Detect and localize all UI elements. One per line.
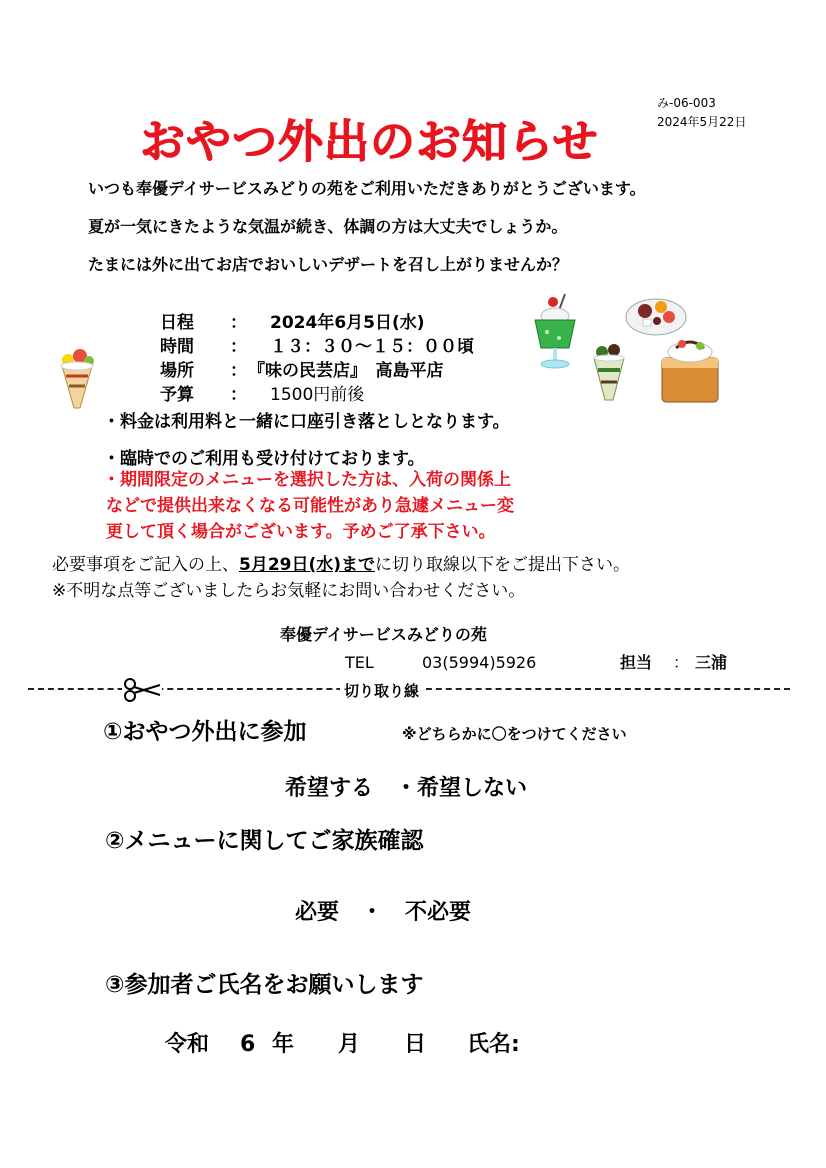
note-line: ・料金は利用料と一緒に口座引き落としとなります。 [103, 412, 510, 432]
deadline: 5月29日(水)まで [239, 555, 376, 575]
question-1-options[interactable]: 希望する ・希望しない [285, 776, 528, 801]
question-1-instruction: ※どちらかに〇をつけてください [402, 725, 627, 743]
schedule-label: 時間 [160, 337, 194, 357]
question-2: ②メニューに関してご家族確認 [105, 828, 424, 854]
honey-toast-icon [656, 332, 724, 406]
question-3: ③参加者ご氏名をお願いします [105, 972, 424, 998]
intro-line: 夏が一気にきたような気温が続き、体調の方は大丈夫でしょうか。 [88, 217, 568, 236]
schedule-value: 『味の民芸店』 高島平店 [248, 361, 444, 381]
schedule-sep: ： [230, 385, 247, 405]
schedule-value: １３：３０～１５：００頃 [270, 337, 474, 357]
schedule-sep: ： [230, 337, 247, 357]
staff-label: 担当 [620, 653, 653, 672]
warning-line: 更して頂く場合がございます。予めご了承下さい。 [106, 522, 496, 542]
request-text: に切り取線以下をご提出下さい。 [375, 555, 631, 575]
schedule-value: 2024年6月5日(水) [270, 313, 425, 333]
document-number: み-06-003 [657, 96, 716, 110]
name-label: 氏名: [467, 1032, 520, 1057]
note-line: ・臨時でのご利用も受け付けております。 [103, 449, 425, 469]
cut-line-label: 切り取り線 [340, 681, 423, 701]
schedule-sep: ： [230, 361, 247, 381]
submission-request [52, 553, 630, 577]
scissors-icon [122, 678, 162, 702]
parfait-icon [56, 342, 98, 410]
matcha-parfait-icon [590, 338, 628, 404]
schedule-label: 日程 [160, 313, 194, 333]
date-day-unit: 日 [404, 1032, 427, 1057]
date-month-unit: 月 [338, 1032, 361, 1057]
inquiry-note: ※不明な点等ございましたらお気軽にお問い合わせください。 [52, 581, 526, 601]
cream-soda-icon [527, 292, 585, 372]
date-era: 令和 [165, 1032, 210, 1057]
schedule-label: 予算 [160, 385, 194, 405]
staff-sep: ： [673, 653, 690, 672]
schedule-sep: ： [230, 313, 247, 333]
question-2-options[interactable]: 必要 ・ 不必要 [295, 900, 472, 925]
intro-line: たまには外に出てお店でおいしいデザートを召し上がりませんか？ [88, 255, 569, 274]
tel-label: TEL [345, 653, 374, 672]
schedule-value: 1500円前後 [270, 385, 365, 405]
question-1: ①おやつ外出に参加 [103, 719, 307, 745]
organization-name: 奉優デイサービスみどりの苑 [280, 625, 487, 644]
tel-number: 03(5994)5926 [422, 653, 537, 672]
request-text: 必要事項をご記入の上、 [52, 555, 239, 575]
intro-line: いつも奉優デイサービスみどりの苑をご利用いただきありがとうございます。 [88, 179, 646, 198]
document-date: 2024年5月22日 [657, 115, 747, 129]
page-title: おやつ外出のお知らせ [140, 115, 599, 168]
warning-line: ・期間限定のメニューを選択した方は、入荷の関係上 [103, 470, 511, 490]
warning-line: などで提供出来なくなる可能性があり急遽メニュー変 [106, 496, 514, 516]
date-year: 6 [240, 1032, 256, 1057]
staff-name: 三浦 [695, 653, 728, 672]
date-year-unit: 年 [272, 1032, 295, 1057]
schedule-label: 場所 [160, 361, 194, 381]
